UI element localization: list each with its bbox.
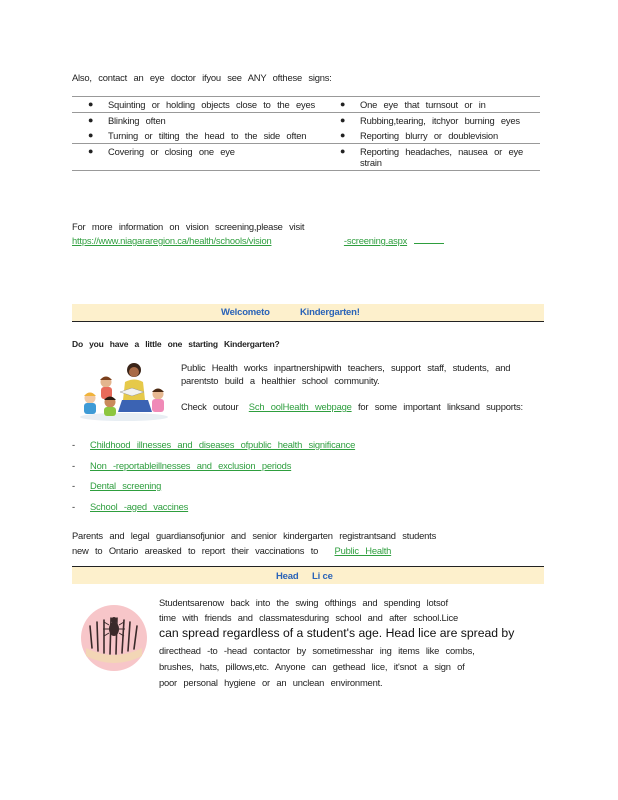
head-lice-title-b: Li ce xyxy=(312,571,333,582)
head-lice-line5: brushes, hats, pillows,etc. Anyone can gethead lice, it'snot a sign of xyxy=(159,661,465,672)
list-item xyxy=(72,501,367,522)
list-item xyxy=(72,460,367,481)
kindergarten-links-list xyxy=(72,439,367,521)
school-health-webpage-link[interactable]: Sch oolHealth webpage xyxy=(248,401,352,412)
kindergarten-question: Do you have a little one starting Kindergarten? xyxy=(72,339,280,349)
vision-url-link-part2[interactable]: -screening.aspx xyxy=(343,235,408,246)
head-lice-band xyxy=(72,567,544,584)
sign-text: Blinking often xyxy=(108,115,166,126)
sign-text: One eye that turnsout or in xyxy=(360,99,486,110)
head-lice-line3: can spread regardless of a student's age. Head lice are spread by xyxy=(159,626,515,640)
table-row xyxy=(72,113,540,129)
check-out-suffix: for some important linksand supports: xyxy=(358,401,523,412)
sign-text: Turning or tilting the head to the side often xyxy=(108,130,307,141)
list-item xyxy=(72,439,367,460)
parents-line1: Parents and legal guardiansofjunior and senior kindergarten registrantsand students xyxy=(72,530,437,541)
dash-marker: - xyxy=(72,500,75,512)
table-row xyxy=(72,97,540,113)
parents-line2 xyxy=(72,545,542,556)
check-out-line xyxy=(181,401,526,414)
link-underline-tail xyxy=(414,236,444,244)
head-lice-line4: directhead -to -head contactor by sometimesshar ing items like combs, xyxy=(159,645,475,656)
list-item xyxy=(72,480,367,501)
sign-text: Covering or closing one eye xyxy=(108,146,235,157)
sign-text: Rubbing,tearing, itchyor burning eyes xyxy=(360,115,520,126)
check-out-prefix: Check outour xyxy=(181,401,239,412)
divider xyxy=(72,321,544,322)
sign-text: Reporting blurry or doublevision xyxy=(360,130,498,141)
public-health-link[interactable]: Public Health xyxy=(334,545,392,556)
head-lice-title-a: Head xyxy=(276,571,299,582)
dental-screening-link[interactable]: Dental screening xyxy=(90,480,162,491)
head-lice-line6: poor personal hygiene or an unclean environment. xyxy=(159,677,383,688)
parents-line2-text: new to Ontario areasked to report their vaccinations to xyxy=(72,545,319,556)
kindergarten-para1: Public Health works inpartnershipwith teachers, support staff, students, and parentsto build a healthier school community. xyxy=(181,362,511,386)
sign-text: Reporting headaches, nausea or eye strain xyxy=(360,146,523,168)
dash-marker: - xyxy=(72,459,75,471)
more-info-text: For more information on vision screening,please visit xyxy=(72,221,305,232)
kids-reading-illustration xyxy=(76,360,172,422)
head-lice-line1: Studentsarenow back into the swing ofthings and spending lotsof xyxy=(159,597,448,608)
school-aged-vaccines-link[interactable]: School -aged vaccines xyxy=(90,500,189,512)
dash-marker: - xyxy=(72,439,75,450)
bullet-icon: ● xyxy=(340,115,346,125)
bullet-icon: ● xyxy=(88,130,94,140)
bullet-icon: ● xyxy=(88,99,94,109)
table-row xyxy=(72,128,540,144)
kindergarten-title-b: Kindergarten! xyxy=(300,307,360,318)
bullet-icon: ● xyxy=(88,115,94,125)
sign-text: Squinting or holding objects close to the eyes xyxy=(108,99,315,110)
bullet-icon: ● xyxy=(340,99,346,109)
signs-intro: Also, contact an eye doctor ifyou see ANY ofthese signs: xyxy=(72,72,332,83)
head-lice-line2: time with friends and classmatesduring school and after school.Lice xyxy=(159,612,458,623)
vision-url-link-part1[interactable]: https://www.niagararegion.ca/health/schools/vision xyxy=(72,235,272,246)
head-lice-illustration xyxy=(80,604,148,672)
childhood-illnesses-link[interactable]: Childhood illnesses and diseases ofpublic health significance xyxy=(90,439,356,450)
dash-marker: - xyxy=(72,480,75,491)
bullet-icon: ● xyxy=(88,146,94,156)
non-reportable-illnesses-link[interactable]: Non -reportableillnesses and exclusion periods xyxy=(90,459,292,471)
signs-table xyxy=(72,96,540,171)
bullet-icon: ● xyxy=(340,146,346,156)
table-row xyxy=(72,144,540,171)
bullet-icon: ● xyxy=(340,130,346,140)
kindergarten-title-a: Welcometo xyxy=(221,307,270,318)
vision-url xyxy=(72,235,542,246)
